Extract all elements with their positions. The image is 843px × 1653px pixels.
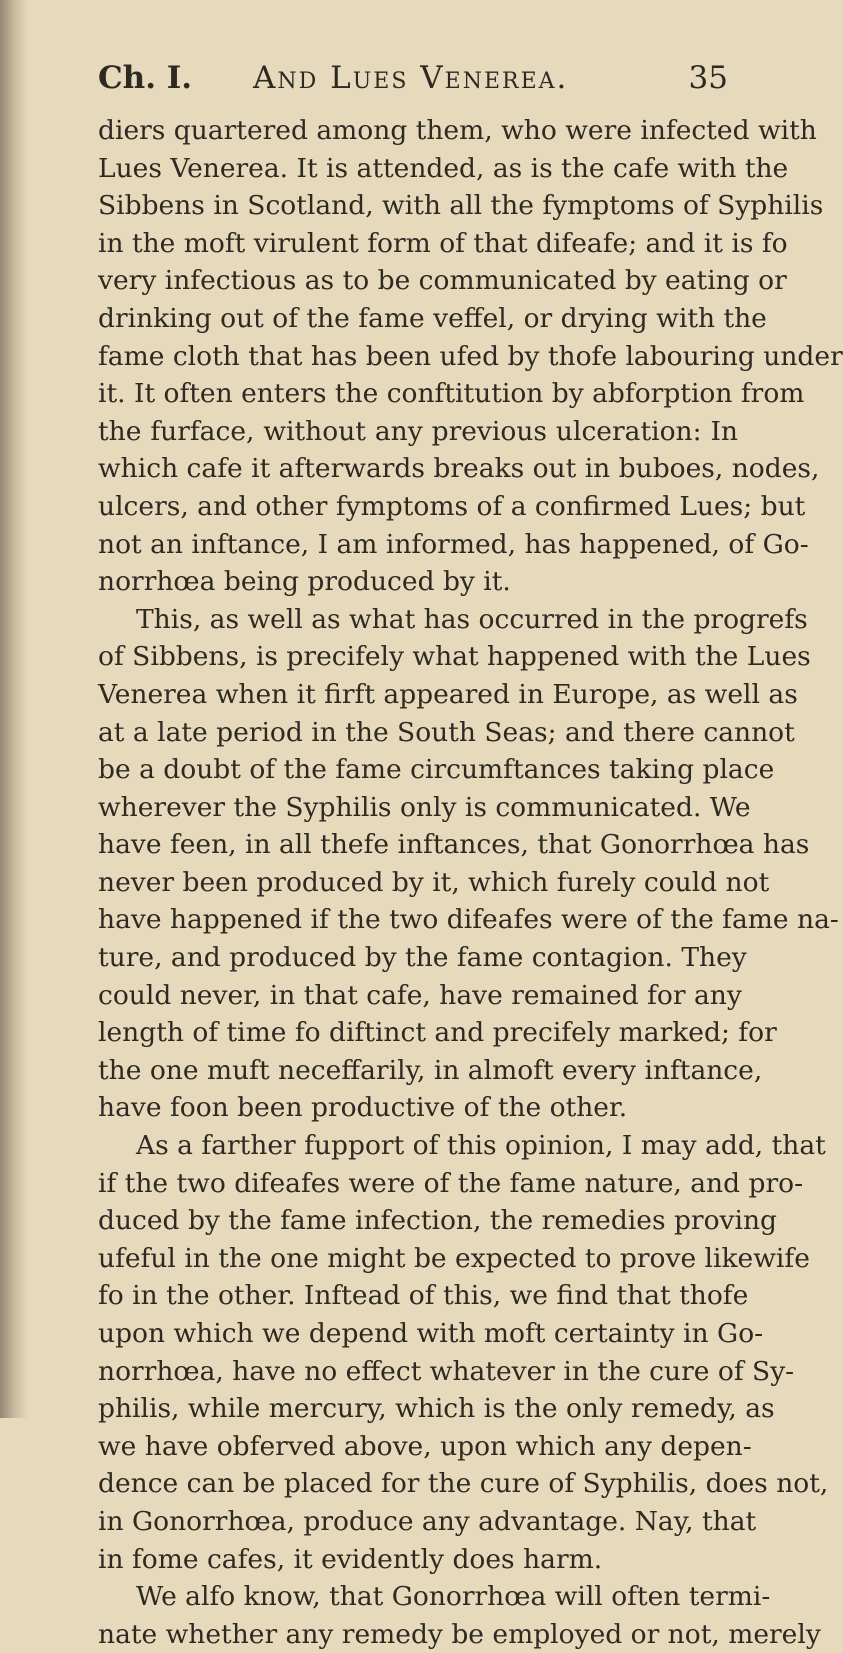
text-line: not an inftance, I am informed, has happened, of Go- [98, 528, 809, 560]
text-line: the one muft neceffarily, in almoft every inftance, [98, 1054, 763, 1086]
text-line: never been produced by it, which furely could not [98, 866, 770, 898]
text-line: it. It often enters the conftitution by abforption from [98, 378, 805, 410]
text-line: ture, and produced by the fame contagion. They [98, 942, 747, 974]
text-line: we have obferved above, upon which any depen- [98, 1430, 752, 1462]
text-line: the furface, without any previous ulceration: In [98, 415, 738, 447]
page-gutter-shadow [0, 0, 28, 1418]
text-line: have feen, in all thefe inftances, that Gonorrhœa has [98, 829, 810, 861]
text-line: norrhœa, have no effect whatever in the cure of Sy- [98, 1355, 795, 1387]
text-line: We alfo know, that Gonorrhœa will often termi- [136, 1581, 771, 1613]
text-line: norrhœa being produced by it. [98, 566, 511, 598]
text-line: in Gonorrhœa, produce any advantage. Nay, that [98, 1505, 757, 1537]
text-line: have happened if the two difeafes were of the fame na- [98, 904, 839, 936]
text-line: Lues Venerea. It is attended, as is the cafe with the [98, 152, 789, 184]
text-line: As a farther fupport of this opinion, I may add, that [136, 1130, 826, 1162]
text-line: nate whether any remedy be employed or not, merely [98, 1618, 821, 1650]
text-line: if the two difeafes were of the fame nature, and pro- [98, 1167, 804, 1199]
text-line: drinking out of the fame veffel, or drying with the [98, 302, 767, 334]
text-line: Venerea when it firft appeared in Europe, as well as [98, 678, 798, 710]
text-line: very infectious as to be communicated by eating or [98, 265, 787, 297]
text-line: ufeful in the one might be expected to prove likewife [98, 1242, 810, 1274]
text-line: could never, in that cafe, have remained for any [98, 979, 742, 1011]
text-line: in the moft virulent form of that difeafe; and it is fo [98, 227, 788, 259]
text-line: fo in the other. Inftead of this, we find that thofe [98, 1280, 749, 1312]
running-head [98, 60, 728, 104]
text-line: This, as well as what has occurred in the progrefs [136, 603, 808, 635]
text-line: philis, while mercury, which is the only remedy, as [98, 1393, 775, 1425]
text-line: diers quartered among them, who were infected with [98, 115, 817, 146]
text-line: have foon been productive of the other. [98, 1092, 628, 1124]
text-line: of Sibbens, is precifely what happened with the Lues [98, 641, 811, 673]
text-line: upon which we depend with moft certainty in Go- [98, 1318, 764, 1349]
page-number: 35 [688, 60, 728, 96]
text-line: duced by the fame infection, the remedies proving [98, 1205, 778, 1237]
text-line: fame cloth that has been ufed by thofe labouring under [98, 340, 843, 372]
text-line: at a late period in the South Seas; and there cannot [98, 716, 795, 748]
text-line: be a doubt of the fame circumftances taking place [98, 754, 775, 786]
text-line: Sibbens in Scotland, with all the fymptoms of Syphilis [98, 190, 824, 222]
text-line: wherever the Syphilis only is communicated. We [98, 791, 751, 823]
text-line: dence can be placed for the cure of Syphilis, does not, [98, 1468, 829, 1500]
text-line: which cafe it afterwards breaks out in buboes, nodes, [98, 453, 820, 485]
body-text [98, 112, 843, 1653]
text-line: in fome cafes, it evidently does harm. [98, 1543, 603, 1575]
text-line: ulcers, and other fymptoms of a confirmed Lues; but [98, 490, 806, 522]
running-title: And Lues Venerea. [253, 60, 569, 96]
text-line: length of time fo diftinct and precifely marked; for [98, 1017, 777, 1049]
chapter-label: Ch. I. [98, 60, 193, 96]
